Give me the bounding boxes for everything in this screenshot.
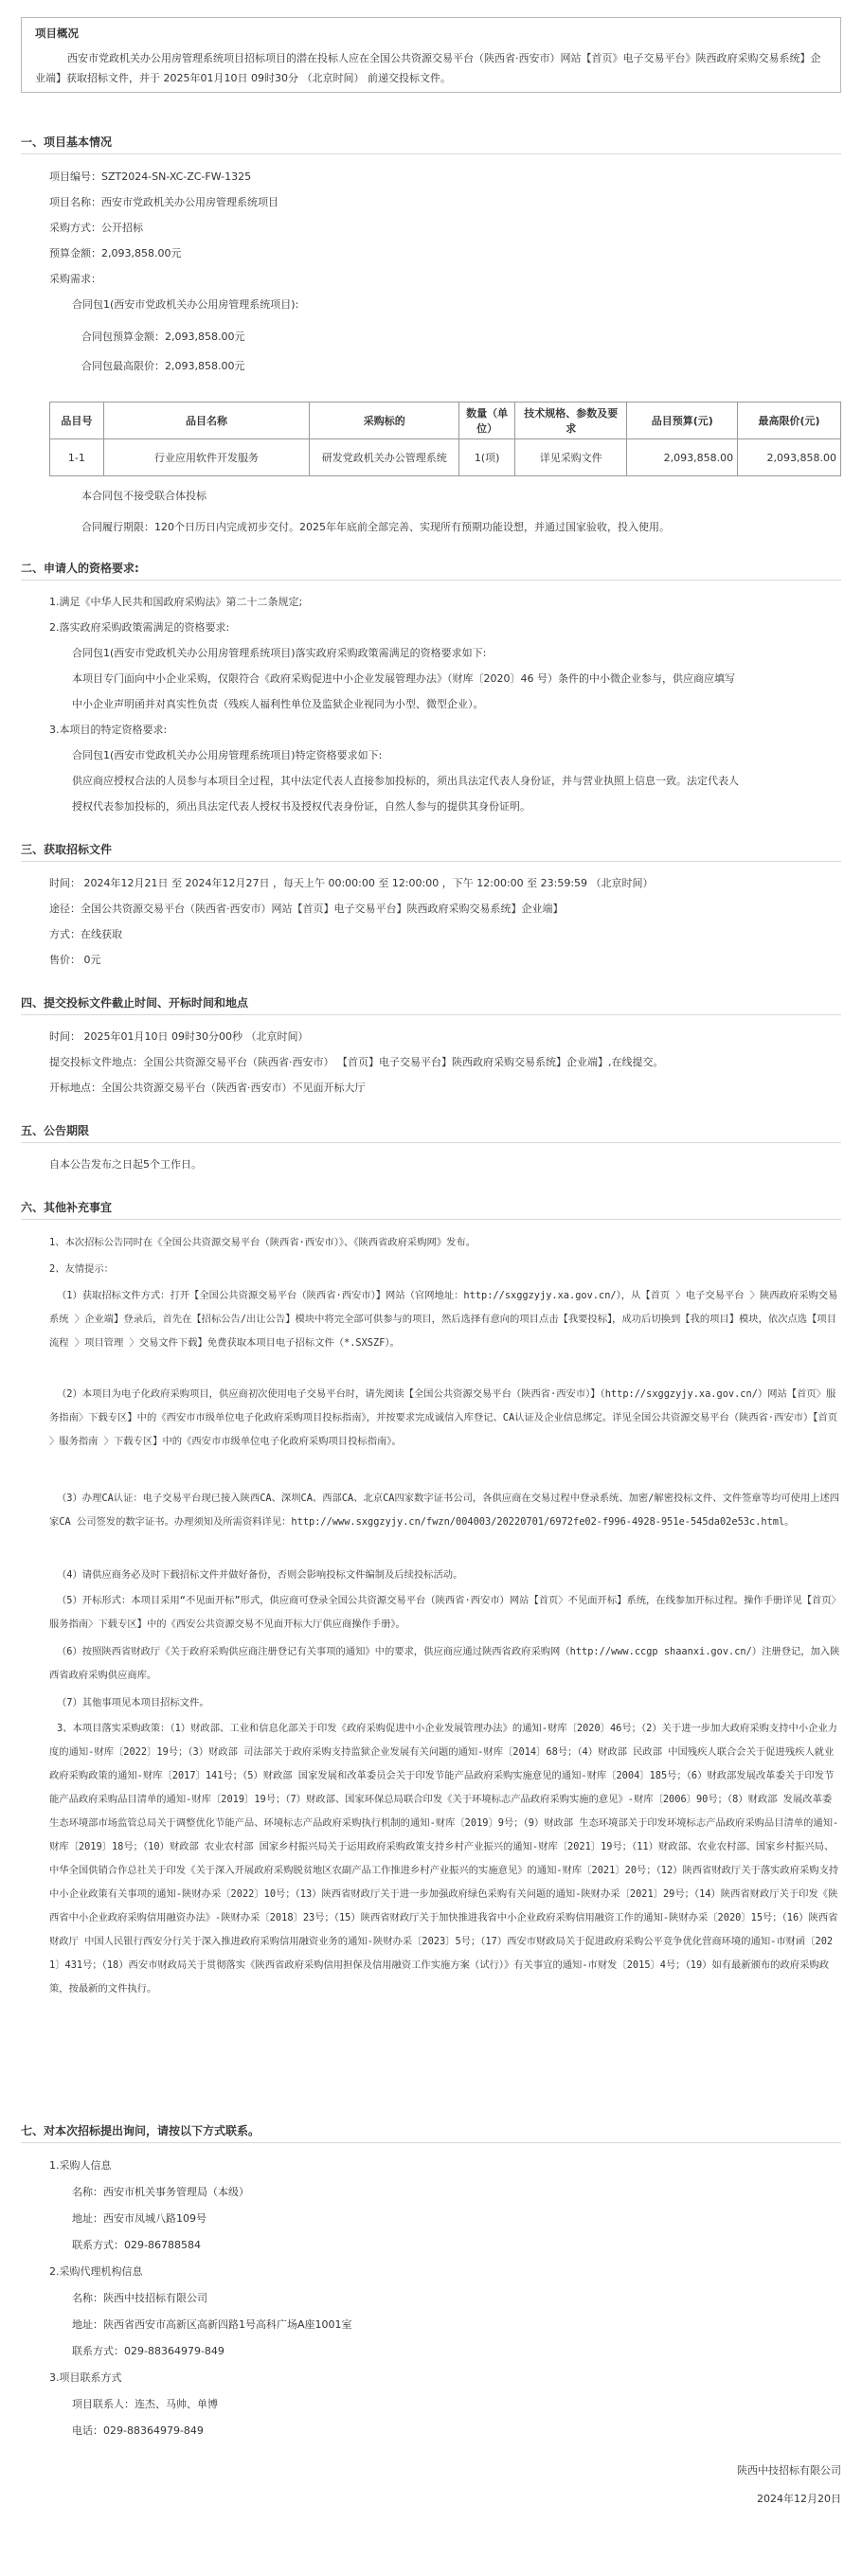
package-budget: 合同包预算金额：2,093,858.00元 — [81, 331, 245, 343]
section-divider — [21, 1014, 841, 1015]
qual-3-line1: 供应商应授权合法的人员参与本项目全过程，其中法定代表人直接参加投标的，须出具法定代表人身份证，并与营业执照上信息一致。法定代表人 — [72, 775, 739, 787]
qual-1: 1.满足《中华人民共和国政府采购法》第二十二条规定; — [49, 596, 303, 608]
supplement-1: 1、本次招标公告同时在《全国公共资源交易平台（陕西省·西安市）》、《陕西省政府采购网》发布。 — [49, 1237, 476, 1248]
section-divider — [21, 580, 841, 581]
acquire-price: 售价： 0元 — [49, 954, 101, 966]
table-row — [50, 439, 841, 476]
col-header: 数量（单位） — [459, 402, 515, 439]
notice-period: 自本公告发布之日起5个工作日。 — [49, 1158, 202, 1171]
agency-address: 地址：陕西省西安市高新区高新四路1号高科广场A座1001室 — [72, 2318, 352, 2331]
section-3-title: 三、获取招标文件 — [21, 843, 113, 856]
contract-period: 合同履行期限：120个日历日内完成初步交付。2025年年底前全部完善、实现所有预期功能设想，并通过国家验收，投入使用。 — [81, 521, 670, 533]
footer-date: 2024年12月20日 — [757, 2493, 841, 2505]
section-2-title: 二、申请人的资格要求: — [21, 562, 139, 575]
supplement-2: 2、友情提示： — [49, 1263, 114, 1275]
section-1-title: 一、项目基本情况 — [21, 135, 113, 149]
package-title: 合同包1(西安市党政机关办公用房管理系统项目): — [72, 298, 299, 311]
supplement-ca: （3）办理CA认证：电子交易平台现已接入陕西CA、深圳CA、西部CA、北京CA四家数字证书公司，各供应商在交易过程中登录系统、加密/解密投标文件、文件签章等均可使用上述四家CA 公司签发的数字证书。办理须知及所需资料详见：http://www.sxggzyjy.cn/fwzn/004003/20220701/6972fe02-f996-4928-951e-545da02e53c.html。 — [49, 1493, 840, 1528]
col-header: 品目号 — [50, 402, 104, 439]
consortium-note: 本合同包不接受联合体投标 — [81, 490, 207, 502]
table-cell: 2,093,858.00 — [627, 439, 738, 476]
supplement-backup: （4）请供应商务必及时下载招标文件并做好备份，否则会影响投标文件编制及后续投标活动。 — [57, 1569, 463, 1581]
project-contact-person: 项目联系人：连杰、马帅、单博 — [72, 2398, 218, 2410]
items-table — [49, 402, 841, 476]
qual-3-line2: 授权代表参加投标的，须出具法定代表人授权书及授权代表身份证，自然人参与的提供其身份证明。 — [72, 800, 530, 813]
supplement-open-form: （5）开标形式：本项目采用“不见面开标”形式，供应商可登录全国公共资源交易平台（陕西省·西安市）网站【首页〉不见面开标】系统，在线参加开标过程。操作手册详见【首页〉服务指南〉下载专区】中的《西安公共资源交易不见面开标大厅供应商操作手册》。 — [49, 1595, 841, 1630]
section-divider — [21, 1219, 841, 1220]
table-header-row — [50, 402, 841, 439]
purchase-demand: 采购需求： — [49, 273, 101, 285]
qual-2: 2.落实政府采购政策需满足的资格要求: — [49, 621, 230, 634]
qual-2-pkg: 合同包1(西安市党政机关办公用房管理系统项目)落实政府采购政策需满足的资格要求如下: — [72, 647, 487, 659]
col-header: 品目名称 — [103, 402, 310, 439]
section-4-title: 四、提交投标文件截止时间、开标时间和地点 — [21, 996, 249, 1010]
package-max-price: 合同包最高限价：2,093,858.00元 — [81, 360, 245, 372]
footer-org: 陕西中技招标有限公司 — [737, 2464, 841, 2477]
supplement-register: （6）按照陕西省财政厅《关于政府采购供应商注册登记有关事项的通知》中的要求，供应商应通过陕西省政府采购网（http://www.ccgp shaanxi.gov.cn/）注册登记，加入陕西省政府采购供应商库。 — [49, 1646, 840, 1681]
table-cell: 1-1 — [50, 439, 104, 476]
col-header: 采购标的 — [310, 402, 459, 439]
section-7-title: 七、对本次招标提出询问，请按以下方式联系。 — [21, 2124, 260, 2138]
section-divider — [21, 1142, 841, 1143]
section-5-title: 五、公告期限 — [21, 1124, 90, 1137]
col-header: 技术规格、参数及要求 — [515, 402, 627, 439]
acquire-way: 途径：全国公共资源交易平台（陕西省·西安市）网站【首页】电子交易平台】陕西政府采购交易系统】企业端】 — [49, 903, 564, 915]
section-divider — [21, 861, 841, 862]
project-contact-title: 3.项目联系方式 — [49, 2371, 122, 2384]
supplement-other: （7）其他事项见本项目招标文件。 — [57, 1697, 209, 1708]
table-cell: 1(项) — [459, 439, 515, 476]
table-cell: 2,093,858.00 — [738, 439, 841, 476]
agency-info-title: 2.采购代理机构信息 — [49, 2265, 143, 2278]
buyer-address: 地址：西安市凤城八路109号 — [72, 2212, 207, 2225]
project-name: 项目名称：西安市党政机关办公用房管理系统项目 — [49, 196, 278, 208]
submit-place: 提交投标文件地点：全国公共资源交易平台（陕西省·西安市） 【首页】电子交易平台】陕西政府采购交易系统】企业端】,在线提交。 — [49, 1056, 664, 1068]
open-place: 开标地点：全国公共资源交易平台（陕西省·西安市）不见面开标大厅 — [49, 1082, 366, 1094]
budget-amount: 预算金额：2,093,858.00元 — [49, 247, 182, 259]
section-divider — [21, 2142, 841, 2143]
col-header: 最高限价(元) — [738, 402, 841, 439]
section-divider — [21, 153, 841, 154]
table-cell: 详见采购文件 — [515, 439, 627, 476]
overview-box — [21, 17, 841, 93]
table-cell: 研发党政机关办公管理系统 — [310, 439, 459, 476]
supplement-policy: 3、本项目落实采购政策：（1）财政部、工业和信息化部关于印发《政府采购促进中小企业发展管理办法》的通知-财库〔2020〕46号；（2）关于进一步加大政府采购支持中小企业力度的通知-财库〔2022〕19号；（3）财政部 司法部关于政府采购支持监狱企业发展有关问题的通知-财库〔2014〕68号；（4）财政部 民政部 中国残疾人联合会关于促进残疾人就业政府采购政策的通知-财库〔2017〕141号；（5）财政部 国家发展和改革委员会关于印发节能产品政府采购实施意见的通知-财库〔2004〕185号；（6）财政部发展改革委关于印发节能产品政府采购品目清单的通知-财库〔2019〕19号；（7）财政部、国家环保总局联合印发《关于环境标志产品政府采购实施的意见》-财库〔2006〕90号；（8）财政部 发展改革委 生态环境部市场监管总局关于调整优化节能产品、环境标志产品政府采购执行机制的通知-财库〔2019〕9号；（9）财政部 生态环境部关于印发环境标志产品政府采购品目清单的通知-财库〔2019〕18号；（10）财政部 农业农村部 国家乡村振兴局关于运用政府采购政策支持乡村产业振兴的通知-财库〔2021〕19号；（11）财政部、农业农村部、国家乡村振兴局、中华全国供销合作总社关于印发《关于深入开展政府采购脱贫地区农副产品工作推进乡村产业振兴的实施意见》的通知-财库〔2021〕20号；（12）陕西省财政厅关于落实政府采购支持中小企业政策有关事项的通知-陕财办采〔2022〕10号；（13）陕西省财政厅关于进一步加强政府绿色采购有关问题的通知-陕财办采〔2021〕29号；（14）陕西省财政厅关于印发《陕西省中小企业政府采购信用融资办法》-陕财办采〔2018〕23号；（15）陕西省财政厅关于加快推进我省中小企业政府采购信用融资工作的通知-陕财办采〔2020〕15号；（16）陕西省财政厅 中国人民银行西安分行关于深入推进政府采购信用融资业务的通知-陕财办采〔2023〕5号；（17）西安市财政局关于促进政府采购公平竞争优化营商环境的通知-市财函〔2021〕431号；（18）西安市财政局关于贯彻落实《陕西省政府采购信用担保及信用融资工作实施方案（试行）》有关事宜的通知-市财发〔2015〕4号；（19）如有最新颁布的政府采购政策，按最新的文件执行。 — [49, 1723, 839, 1995]
deadline-time: 时间： 2025年01月10日 09时30分00秒 （北京时间） — [49, 1030, 309, 1043]
project-contact-phone: 电话：029-88364979-849 — [72, 2424, 204, 2437]
buyer-name: 名称：西安市机关事务管理局（本级） — [72, 2186, 249, 2198]
qual-2-line2: 中小企业声明函并对真实性负责（残疾人福利性单位及监狱企业视同为小型、微型企业）。 — [72, 698, 484, 710]
qual-2-line1: 本项目专门面向中小企业采购，仅限符合《政府采购促进中小企业发展管理办法》（财库〔2020〕46 号）条件的中小微企业参与，供应商应填写 — [72, 672, 735, 685]
acquire-time: 时间： 2024年12月21日 至 2024年12月27日 ，每天上午 00:00:00 至 12:00:00 ，下午 12:00:00 至 23:59:59 （北京时间） — [49, 877, 654, 889]
buyer-info-title: 1.采购人信息 — [49, 2159, 112, 2172]
project-no: 项目编号：SZT2024-SN-XC-ZC-FW-1325 — [49, 170, 252, 183]
buyer-phone: 联系方式：029-86788584 — [72, 2239, 201, 2251]
section-6-title: 六、其他补充事宜 — [21, 1201, 113, 1214]
table-cell: 行业应用软件开发服务 — [103, 439, 310, 476]
agency-phone: 联系方式：029-88364979-849 — [72, 2345, 224, 2357]
acquire-mode: 方式：在线获取 — [49, 928, 122, 940]
supplement-get-doc: （1）获取招标文件方式：打开【全国公共资源交易平台（陕西省·西安市）】网站（官网地址：http://sxggzyjy.xa.gov.cn/），从【首页 〉电子交易平台 〉陕西政府采购交易系统 〉企业端】登录后，首先在【招标公告/出让公告】模块中将完全部可供参与的项目，然后选择有意向的项目点击【我要投标】，成功后切换到【我的项目】模块，依次点选【项目流程 〉项目管理 〉交易文件下载】免费获取本项目电子招标文件（*.SXSZF）。 — [49, 1290, 838, 1349]
qual-3-pkg: 合同包1(西安市党政机关办公用房管理系统项目)特定资格要求如下: — [72, 749, 383, 761]
overview-text: 西安市党政机关办公用房管理系统项目招标项目的潜在投标人应在全国公共资源交易平台（陕西省·西安市）网站【首页》电子交易平台》陕西政府采购交易系统】企业端】获取招标文件，并于 2025年01月10日 09时30分 （北京时间） 前递交投标文件。 — [35, 52, 821, 84]
col-header: 品目预算(元) — [627, 402, 738, 439]
purchase-method: 采购方式：公开招标 — [49, 222, 143, 234]
qual-3: 3.本项目的特定资格要求: — [49, 724, 168, 736]
overview-title: 项目概况 — [35, 27, 79, 40]
supplement-e-procure: （2）本项目为电子化政府采购项目，供应商初次使用电子交易平台时，请先阅读【全国公共资源交易平台（陕西省·西安市）】（http://sxggzyjy.xa.gov.cn/）网站【首页〉服务指南〉下载专区】中的《西安市市级单位电子化政府采购项目投标指南》，并按要求完成诚信入库登记、CA认证及企业信息绑定。详见全国公共资源交易平台（陕西省·西安市）【首页 〉服务指南 〉下载专区】中的《西安市市级单位电子化政府采购项目投标指南》。 — [49, 1388, 838, 1447]
agency-name: 名称：陕西中技招标有限公司 — [72, 2292, 207, 2304]
